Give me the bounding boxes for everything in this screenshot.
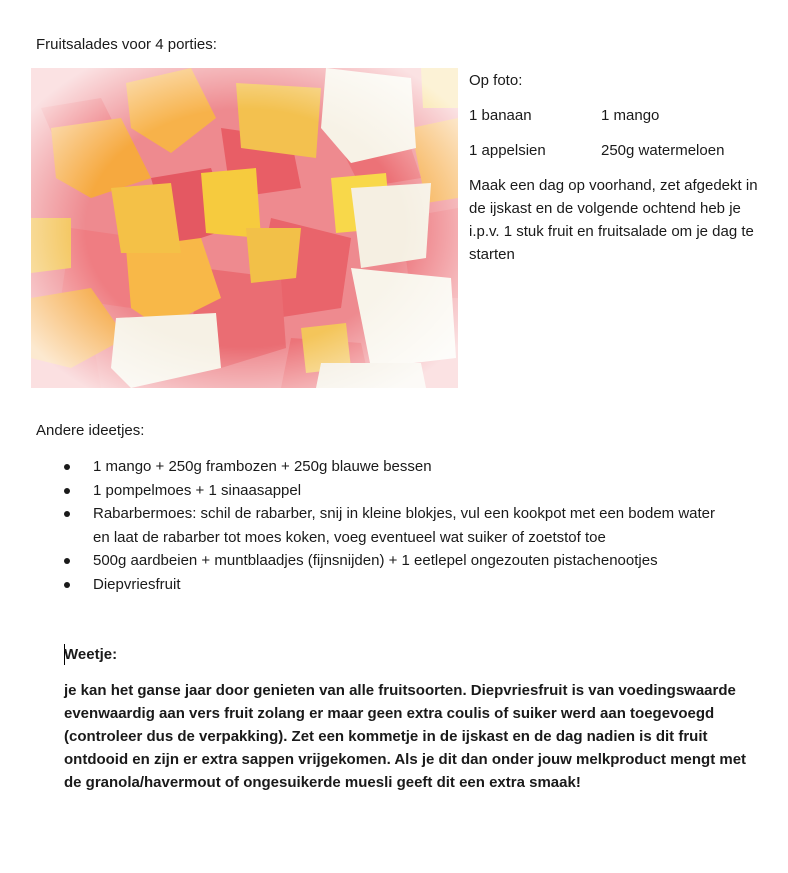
bullet-icon (64, 511, 70, 517)
bullet-icon (64, 464, 70, 470)
ingredient-row (469, 141, 769, 161)
ingredient-row (469, 106, 769, 126)
list-item: Diepvriesfruit (62, 573, 722, 597)
list-item: 1 pompelmoes + 1 sinaasappel (62, 479, 722, 503)
photo-description: Maak een dag op voorhand, zet afgedekt in de ijskast en de volgende ochtend heb je i.p.v. 1 stuk fruit en fruitsalade om je dag te starten (469, 177, 758, 263)
list-item: Rabarbermoes: schil de rabarber, snij in kleine blokjes, vul een kookpot met een bodem water en laat de rabarber tot moes koken, voeg eventueel wat suiker of zoetstof toe (62, 502, 722, 549)
ingredient: 1 banaan (469, 107, 532, 124)
ingredient: 1 appelsien (469, 142, 546, 159)
photo-heading: Op foto: (469, 72, 523, 89)
weetje-heading: Weetje: (64, 646, 118, 663)
list-item: 1 mango + 250g frambozen + 250g blauwe bessen (62, 455, 722, 479)
photo-ingredients (469, 71, 769, 266)
ideas-heading: Andere ideetjes: (36, 422, 145, 439)
ingredient: 250g watermeloen (601, 142, 725, 159)
ideas-list (62, 455, 722, 596)
list-item: 500g aardbeien + muntblaadjes (fijnsnijden) + 1 eetlepel ongezouten pistachenootjes (62, 549, 722, 573)
page-title: Fruitsalades voor 4 porties: (36, 36, 217, 53)
fruit-salad-photo (31, 68, 458, 388)
ingredient: 1 mango (601, 107, 660, 124)
bullet-icon (64, 488, 70, 494)
weetje-body: je kan het ganse jaar door genieten van alle fruitsoorten. Diepvriesfruit is van voedingswaarde evenwaardig aan vers fruit zolang er maar geen extra coulis of suiker werd aan toegevoegd (controleer dus de verpakking). Zet een kommetje in de ijskast en de dag nadien is dit fruit ontdooid en zijn er extra sappen vrijgekomen. Als je dit dan onder jouw melkproduct mengt met de granola/havermout of ongesuikerde muesli geeft dit een extra smaak! (64, 682, 747, 791)
bullet-icon (64, 558, 70, 564)
bullet-icon (64, 582, 70, 588)
